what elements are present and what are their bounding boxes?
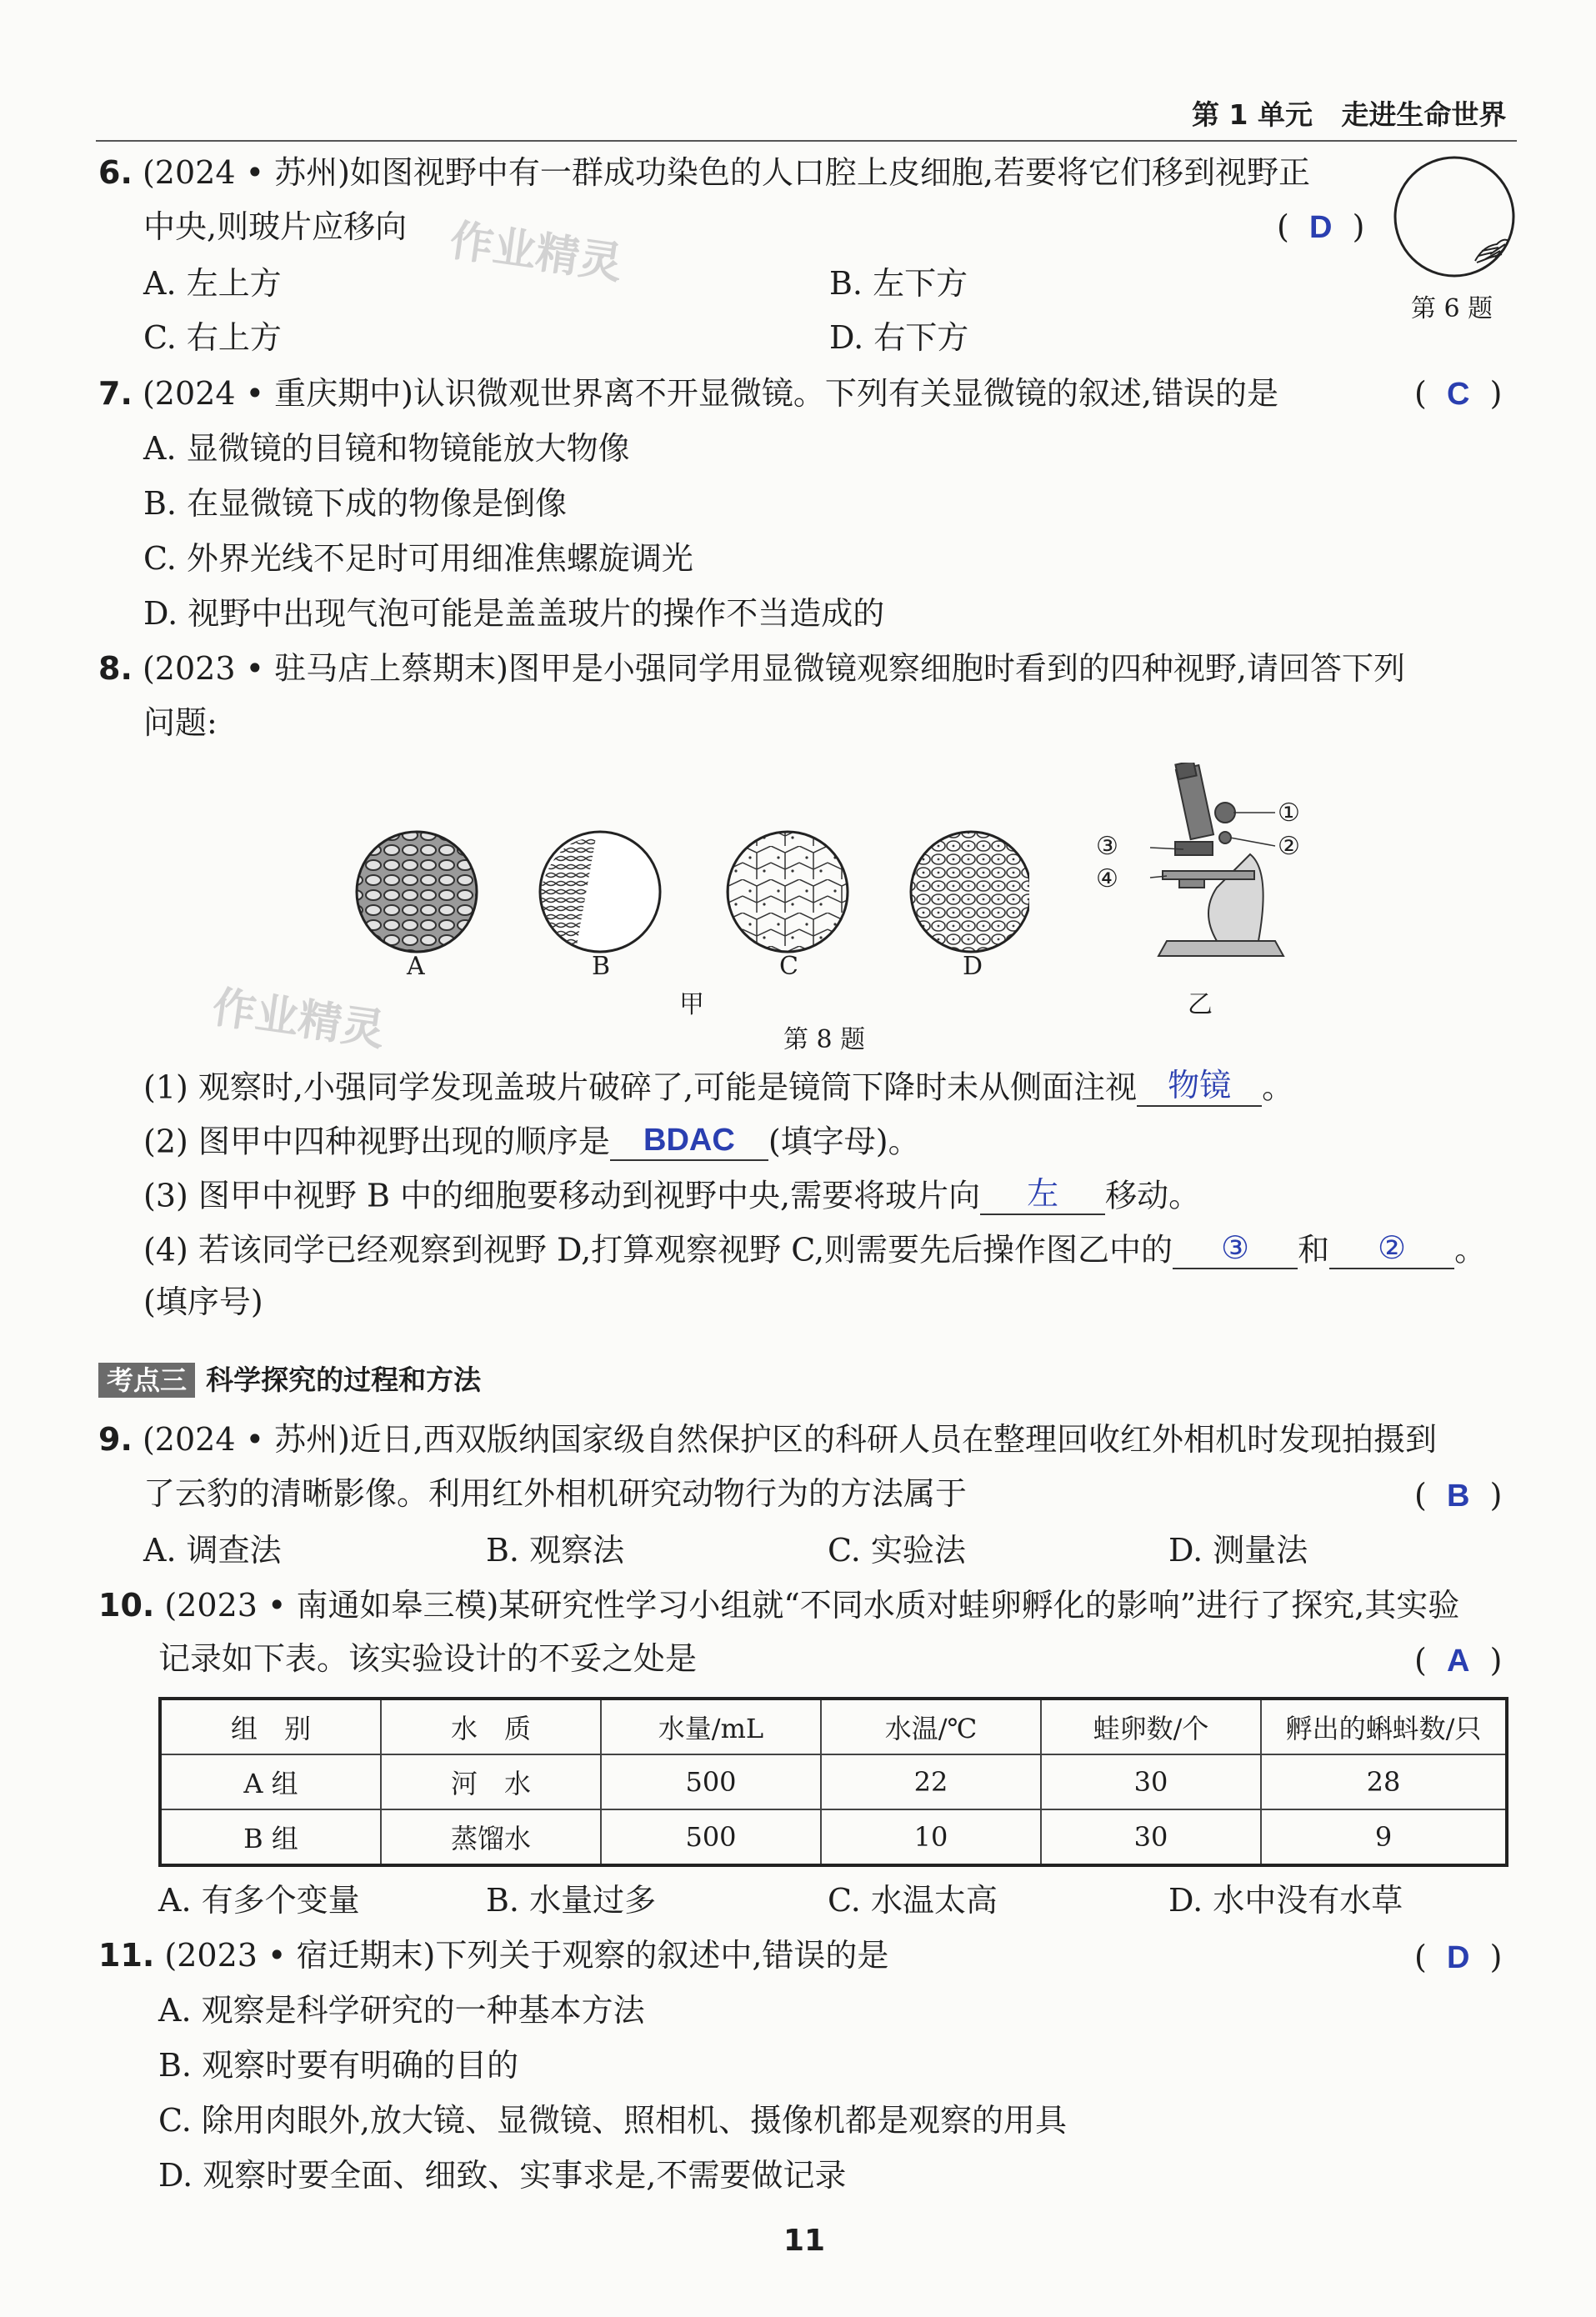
question-11 [98,1937,888,1975]
question-number: 9. [98,1421,133,1458]
option-c: C. 右上方 [143,319,282,356]
question-10 [98,1587,1459,1625]
question-10-line2: 记录如下表。该实验设计的不妥之处是 [158,1640,698,1677]
question-9 [98,1421,1437,1459]
question-text: (2024 • 苏州)如图视野中有一群成功染色的人口腔上皮细胞,若要将它们移到视野正 [142,154,1310,191]
question-text: (2023 • 驻马店上蔡期末)图甲是小强同学用显微镜观察细胞时看到的四种视野,请回答下列 [142,650,1405,687]
header-rule [96,140,1517,142]
fill-answer: 物镜 [1168,1067,1232,1103]
answer-bracket: ( D ) [1277,208,1365,245]
option-c: C. 除用肉眼外,放大镜、显微镜、照相机、摄像机都是观察的用具 [158,2102,1067,2139]
table-header: 组 别 [160,1699,381,1754]
table-header: 水 质 [381,1699,601,1754]
question-text: (2024 • 重庆期中)认识微观世界离不开显微镜。下列有关显微镜的叙述,错误的是 [142,375,1278,412]
experiment-table [158,1697,1508,1867]
table-header: 水温/℃ [821,1699,1041,1754]
view-label-d: D [963,952,983,981]
option-d: D. 水中没有水草 [1168,1882,1403,1919]
option-b: B. 水量过多 [486,1882,657,1919]
fill-answer: BDAC [643,1123,735,1158]
q8-sub2: (2) 图甲中四种视野出现的顺序是 BDAC (填字母)。 [143,1123,920,1160]
option-b: B. 在显微镜下成的物像是倒像 [143,485,568,522]
marker-4: ④ [1096,864,1118,893]
watermark: 作业精灵 [447,215,626,290]
option-d: D. 测量法 [1168,1532,1308,1569]
unit-title: 走进生命世界 [1341,98,1507,131]
answer-bracket: ( C ) [1414,375,1503,412]
option-d: D. 视野中出现气泡可能是盖盖玻片的操作不当造成的 [143,595,885,632]
fill-answer: ② [1378,1229,1407,1266]
question-text: (2023 • 南通如皋三模)某研究性学习小组就“不同水质对蛙卵孵化的影响”进行了探究,其实验 [164,1587,1460,1624]
view-b [540,832,660,954]
table-header: 蛙卵数/个 [1041,1699,1261,1754]
answer: D [1447,1940,1470,1975]
option-d: D. 观察时要全面、细致、实事求是,不需要做记录 [158,2157,847,2194]
fill-answer: ③ [1221,1229,1250,1266]
question-text: (2024 • 苏州)近日,西双版纳国家级自然保护区的科研人员在整理回收红外相机时发现拍摄到 [142,1421,1437,1458]
q8-sub4-line2: (填序号) [143,1284,263,1320]
question-8 [98,650,1405,688]
option-c: C. 实验法 [828,1532,966,1569]
view-d [911,832,1029,952]
figure-yi-label: 乙 [1188,990,1213,1019]
option-b: B. 左下方 [829,265,968,302]
table-header-row [160,1699,1507,1754]
option-a: A. 有多个变量 [158,1882,360,1919]
answer: C [1447,377,1470,412]
question-6-line2: 中央,则玻片应移向 [143,208,408,245]
unit-label: 第 1 单元 [1192,98,1313,131]
watermark: 作业精灵 [209,982,388,1057]
question-number: 11. [98,1937,155,1974]
view-a [357,832,477,952]
section-tag: 考点三 [98,1363,195,1398]
table-row: B 组 蒸馏水 500 10 30 9 [160,1809,1507,1865]
question-number: 8. [98,650,133,687]
question-9-line2: 了云豹的清晰影像。利用红外相机研究动物行为的方法属于 [143,1475,968,1512]
figure-6-caption: 第 6 题 [1411,294,1493,323]
question-text: (2023 • 宿迁期末)下列关于观察的叙述中,错误的是 [164,1937,889,1974]
figure-6-view-field [1392,154,1517,279]
answer: B [1447,1479,1470,1514]
answer-bracket: ( A ) [1414,1642,1503,1679]
option-a: A. 观察是科学研究的一种基本方法 [158,1992,645,2029]
question-7 [98,375,1278,413]
option-d: D. 右下方 [829,319,969,356]
page-header [1192,93,1506,133]
option-a: A. 左上方 [143,265,282,302]
q8-sub1: (1) 观察时,小强同学发现盖玻片破碎了,可能是镜筒下降时未从侧面注视 物镜 。 [143,1067,1294,1106]
fill-answer: 左 [1027,1175,1059,1212]
option-c: C. 外界光线不足时可用细准焦螺旋调光 [143,540,693,577]
option-b: B. 观察法 [486,1532,625,1569]
table-header: 孵出的蝌蚪数/只 [1261,1699,1507,1754]
table-header: 水量/mL [601,1699,821,1754]
figure-8-jia [346,813,1029,979]
figure-8-yi-microscope [1117,763,1317,971]
option-b: B. 观察时要有明确的目的 [158,2047,519,2084]
section-heading [98,1359,481,1398]
figure-jia-label: 甲 [679,990,704,1019]
q8-sub4: (4) 若该同学已经观察到视野 D,打算观察视野 C,则需要先后操作图乙中的 ③ 和 ② 。 [143,1229,1487,1269]
marker-3: ③ [1096,832,1118,861]
option-c: C. 水温太高 [828,1882,998,1919]
view-label-b: B [592,952,611,981]
question-number: 6. [98,154,133,191]
option-a: A. 调查法 [143,1532,282,1569]
option-a: A. 显微镜的目镜和物镜能放大物像 [143,430,630,467]
answer-bracket: ( D ) [1414,1939,1503,1975]
view-label-c: C [779,952,798,981]
marker-2: ② [1278,832,1300,861]
page-number: 11 [783,2224,826,2258]
answer: A [1447,1644,1470,1679]
question-number: 7. [98,375,133,412]
question-number: 10. [98,1587,155,1624]
marker-1: ① [1278,798,1300,828]
answer: D [1309,210,1333,245]
section-title: 科学探究的过程和方法 [206,1364,482,1396]
view-c [728,832,848,952]
answer-bracket: ( B ) [1414,1477,1503,1514]
question-6 [98,154,1310,193]
question-8-line2: 问题: [143,704,218,741]
table-row: A 组 河 水 500 22 30 28 [160,1754,1507,1809]
q8-sub3: (3) 图甲中视野 B 中的细胞要移动到视野中央,需要将玻片向 左 移动。 [143,1175,1201,1214]
figure-8-caption: 第 8 题 [783,1025,866,1054]
microscope [1158,763,1283,956]
view-label-a: A [407,952,425,981]
